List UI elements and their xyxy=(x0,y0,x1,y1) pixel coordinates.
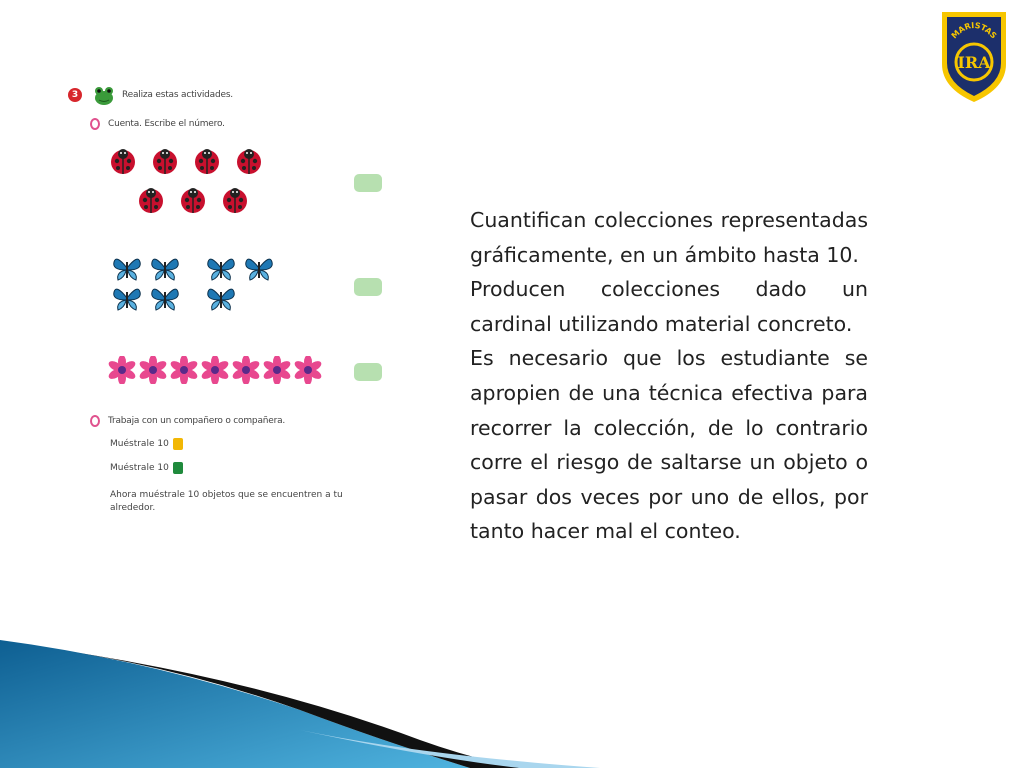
butterfly-row-bottom xyxy=(112,284,244,312)
ladybug-icon xyxy=(192,146,222,176)
answer-box-butterflies[interactable] xyxy=(354,278,382,296)
show-line-2: Muéstrale 10 xyxy=(110,462,183,474)
butterfly-icon xyxy=(206,284,236,312)
butterfly-icon xyxy=(150,284,180,312)
svg-text:MARISTAS: MARISTAS xyxy=(949,20,999,41)
butterfly-row-top xyxy=(112,254,282,282)
butterfly-icon xyxy=(244,254,274,282)
ladybug-row-top xyxy=(108,146,276,176)
activity-number: 3 xyxy=(68,88,82,102)
show-line-3: Ahora muéstrale 10 objetos que se encuentren a tu alrededor. xyxy=(110,490,343,513)
worksheet-image xyxy=(62,78,402,538)
activity-header xyxy=(68,82,233,108)
activity-title: Realiza estas actividades. xyxy=(122,90,233,100)
bullet-icon xyxy=(90,415,100,427)
maristas-logo xyxy=(938,6,1010,106)
flower-icon xyxy=(201,356,229,384)
svg-text:IRA: IRA xyxy=(957,53,991,72)
flower-icon xyxy=(170,356,198,384)
instruction-count: Cuenta. Escribe el número. xyxy=(90,118,225,130)
butterfly-icon xyxy=(112,284,142,312)
paragraph-1: Cuantifican colecciones representadas gráficamente, en un ámbito hasta 10. xyxy=(470,208,868,267)
flower-icon xyxy=(294,356,322,384)
answer-box-flowers[interactable] xyxy=(354,363,382,381)
ladybug-icon xyxy=(178,185,208,215)
flower-row xyxy=(108,356,325,384)
bullet-icon xyxy=(90,118,100,130)
flower-icon xyxy=(263,356,291,384)
instruction-partner: Trabaja con un compañero o compañera. xyxy=(90,415,285,427)
yellow-block-icon xyxy=(173,438,183,450)
ladybug-icon xyxy=(150,146,180,176)
ladybug-icon xyxy=(220,185,250,215)
ladybug-icon xyxy=(136,185,166,215)
flower-icon xyxy=(139,356,167,384)
butterfly-icon xyxy=(206,254,236,282)
answer-box-ladybugs[interactable] xyxy=(354,174,382,192)
ladybug-row-bottom xyxy=(136,185,262,215)
frog-icon xyxy=(92,83,116,107)
show-line-1: Muéstrale 10 xyxy=(110,438,183,450)
ladybug-icon xyxy=(234,146,264,176)
decorative-swoosh xyxy=(0,620,1024,768)
butterfly-icon xyxy=(150,254,180,282)
content-text xyxy=(470,203,868,549)
paragraph-2: Producen colecciones dado un cardinal utilizando material concreto. xyxy=(470,277,868,336)
green-block-icon xyxy=(173,462,183,474)
paragraph-3: Es necesario que los estudiante se apropien de una técnica efectiva para recorrer la colección, de lo contrario corre el riesgo de saltarse un objeto o pasar dos veces por uno de ellos, por tanto hacer mal el conteo. xyxy=(470,346,868,544)
flower-icon xyxy=(232,356,260,384)
flower-icon xyxy=(108,356,136,384)
ladybug-icon xyxy=(108,146,138,176)
butterfly-icon xyxy=(112,254,142,282)
